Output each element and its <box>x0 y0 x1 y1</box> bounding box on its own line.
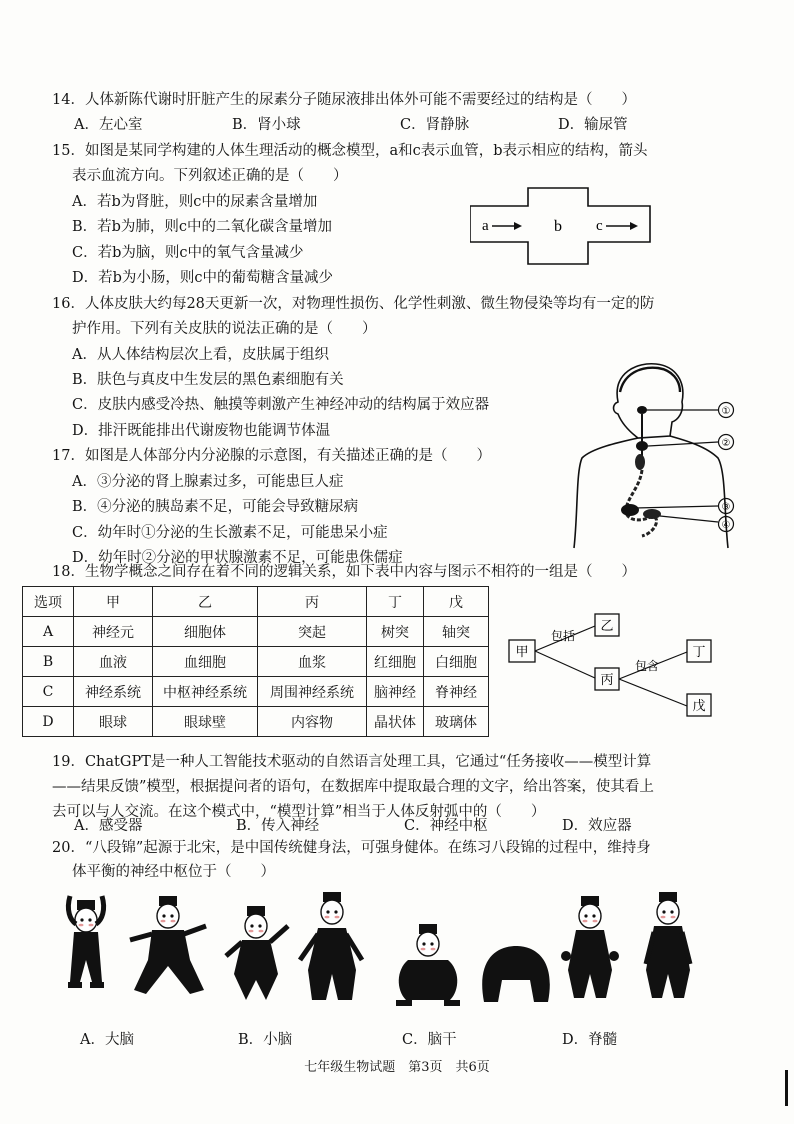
q17-option-d: D．幼年时②分泌的甲状腺激素不足，可能患侏儒症 <box>72 550 403 566</box>
table-header-cell: 乙 <box>153 587 258 617</box>
figure-6 <box>482 946 550 1002</box>
q17-stem: 17．如图是人体部分内分泌腺的示意图，有关描述正确的是（ ） <box>52 448 491 464</box>
table-cell: 晶状体 <box>367 707 424 737</box>
q15-option-d: D．若b为小肠，则c中的葡萄糖含量减少 <box>72 270 334 286</box>
q14-stem: 14．人体新陈代谢时肝脏产生的尿素分子随尿液排出体外可能不需要经过的结构是（ ） <box>52 92 636 108</box>
q18-node-jia: 甲 <box>515 645 529 660</box>
edge-mark <box>785 1070 788 1106</box>
q15-concept-diagram <box>470 186 652 268</box>
q18-node-ding: 丁 <box>692 645 706 660</box>
table-cell: 周围神经系统 <box>258 677 367 707</box>
q15-option-b: B．若b为肺，则c中的二氧化碳含量增加 <box>72 219 333 235</box>
q20-option-c: C．脑干 <box>402 1032 457 1048</box>
q20-option-a: A．大脑 <box>80 1032 134 1048</box>
figure-2 <box>130 896 206 994</box>
table-cell: B <box>23 647 74 677</box>
figure-8 <box>646 892 690 998</box>
table-header-cell: 选项 <box>23 587 74 617</box>
table-cell: 眼球 <box>74 707 153 737</box>
table-cell: 血液 <box>74 647 153 677</box>
table-header-cell: 甲 <box>74 587 153 617</box>
table-cell: 白细胞 <box>424 647 489 677</box>
table-cell: 脑神经 <box>367 677 424 707</box>
table-cell: C <box>23 677 74 707</box>
q16-option-c: C．皮肤内感受冷热、触摸等刺激产生神经冲动的结构属于效应器 <box>72 397 490 413</box>
q14-option-d: D．输尿管 <box>558 117 628 133</box>
q18-relation-diagram <box>505 600 725 730</box>
q19-stem-line1: 19．ChatGPT是一种人工智能技术驱动的自然语言处理工具，它通过“任务接收——模型计算 <box>52 754 652 770</box>
q17-option-b: B．④分泌的胰岛素不足，可能会导致糖尿病 <box>72 499 359 515</box>
q19-stem-line2: ——结果反馈”模型，根据提问者的语句，在数据库中提取最合理的文字，给出答案，使其看上 <box>52 779 654 795</box>
q19-option-c: C．神经中枢 <box>404 818 488 834</box>
q19-option-a: A．感受器 <box>74 818 143 834</box>
q16-option-d: D．排汗既能排出代谢废物也能调节体温 <box>72 423 331 439</box>
table-cell: 血浆 <box>258 647 367 677</box>
q20-option-b: B．小脑 <box>238 1032 293 1048</box>
table-cell: 眼球壁 <box>153 707 258 737</box>
figure-7 <box>561 896 619 998</box>
q15-label-b: b <box>554 218 562 235</box>
table-header-cell: 戊 <box>424 587 489 617</box>
q17-label-2: ② <box>721 438 731 449</box>
table-cell: 中枢神经系统 <box>153 677 258 707</box>
q20-stem-line2: 体平衡的神经中枢位于（ ） <box>72 864 275 880</box>
table-cell: 红细胞 <box>367 647 424 677</box>
q16-option-a: A．从人体结构层次上看，皮肤属于组织 <box>72 347 329 363</box>
table-header-cell: 丙 <box>258 587 367 617</box>
table-cell: 神经元 <box>74 617 153 647</box>
figure-5 <box>396 924 460 1006</box>
q19-stem-line3: 去可以与人交流。在这个模式中，“模型计算”相当于人体反射弧中的（ ） <box>52 804 546 820</box>
table-cell: 血细胞 <box>153 647 258 677</box>
figure-3 <box>226 906 288 1000</box>
q16-option-b: B．肤色与真皮中生发层的黑色素细胞有关 <box>72 372 344 388</box>
figure-4 <box>300 892 362 1000</box>
q20-baduanjin-figures <box>56 890 736 1020</box>
q17-label-3: ③ <box>721 502 731 513</box>
q18-stem: 18．生物学概念之间存在着不同的逻辑关系，如下表中内容与图示不相符的一组是（ ） <box>52 564 636 580</box>
q20-option-d: D．脊髓 <box>562 1032 618 1048</box>
table-cell: 轴突 <box>424 617 489 647</box>
q15-label-a: a <box>482 218 489 234</box>
table-cell: 内容物 <box>258 707 367 737</box>
table-row <box>23 617 489 647</box>
table-cell: 玻璃体 <box>424 707 489 737</box>
q15-option-a: A．若b为肾脏，则c中的尿素含量增加 <box>72 194 318 210</box>
table-header-row <box>23 587 489 617</box>
table-cell: 树突 <box>367 617 424 647</box>
q19-option-b: B．传入神经 <box>236 818 320 834</box>
table-cell: 突起 <box>258 617 367 647</box>
q15-option-c: C．若b为脑，则c中的氧气含量减少 <box>72 245 304 261</box>
q17-endocrine-figure <box>568 362 738 550</box>
q18-table <box>22 586 489 737</box>
q15-stem-line2: 表示血流方向。下列叙述正确的是（ ） <box>72 168 348 184</box>
table-cell: 神经系统 <box>74 677 153 707</box>
q15-stem-line1: 15．如图是某同学构建的人体生理活动的概念模型，a和c表示血管，b表示相应的结构，箭头 <box>52 143 648 159</box>
q15-label-c: c <box>596 218 603 234</box>
table-row <box>23 707 489 737</box>
table-cell: D <box>23 707 74 737</box>
q17-option-c: C．幼年时①分泌的生长激素不足，可能患呆小症 <box>72 525 388 541</box>
table-cell: 脊神经 <box>424 677 489 707</box>
q14-option-a: A．左心室 <box>74 117 143 133</box>
q18-node-wu: 戊 <box>692 699 706 714</box>
q18-rel-includes: 包括 <box>551 629 576 643</box>
table-header-cell: 丁 <box>367 587 424 617</box>
q18-node-yi: 乙 <box>600 619 614 634</box>
q19-option-d: D．效应器 <box>562 818 632 834</box>
q17-option-a: A．③分泌的肾上腺素过多，可能患巨人症 <box>72 474 344 490</box>
table-cell: 细胞体 <box>153 617 258 647</box>
q14-option-c: C．肾静脉 <box>400 117 470 133</box>
q18-node-bing: 丙 <box>600 673 614 688</box>
q17-label-4: ④ <box>721 520 731 531</box>
table-row <box>23 677 489 707</box>
table-cell: A <box>23 617 74 647</box>
q17-label-1: ① <box>721 406 731 417</box>
q18-rel-contains: 包含 <box>635 659 660 673</box>
q16-stem-line1: 16．人体皮肤大约每28天更新一次，对物理性损伤、化学性刺激、微生物侵染等均有一定的防 <box>52 296 655 312</box>
table-row <box>23 647 489 677</box>
q16-stem-line2: 护作用。下列有关皮肤的说法正确的是（ ） <box>72 321 377 337</box>
q14-option-b: B．肾小球 <box>232 117 301 133</box>
q20-stem-line1: 20．“八段锦”起源于北宋，是中国传统健身法，可强身健体。在练习八段锦的过程中，维持身 <box>52 840 651 856</box>
figure-1 <box>68 896 104 988</box>
page-footer: 七年级生物试题 第3页 共6页 <box>304 1060 490 1075</box>
